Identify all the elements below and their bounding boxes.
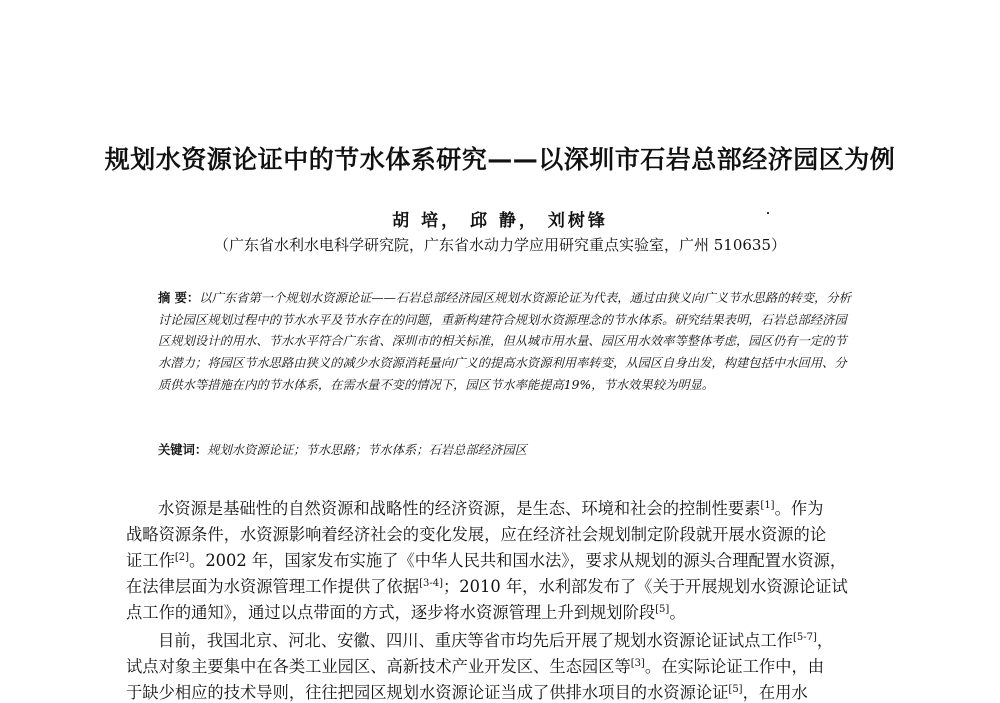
citation-ref: [5] xyxy=(655,604,670,615)
body-line-3 xyxy=(126,547,896,571)
body-line-2 xyxy=(126,521,896,545)
citation-ref: [2] xyxy=(174,552,190,563)
keywords-label: 关键词： xyxy=(158,442,208,457)
body-text: 水资源是基础性的自然资源和战略性的经济资源，是生态、环境和社会的控制性要素 xyxy=(158,499,761,518)
body-line-8 xyxy=(126,679,896,703)
paper-title: 规划水资源论证中的节水体系研究——以深圳市石岩总部经济园区为例 xyxy=(104,145,896,174)
body-text: 证工作 xyxy=(126,551,175,570)
body-line-4 xyxy=(126,573,896,597)
keywords xyxy=(158,440,858,458)
citation-ref: [3] xyxy=(630,658,645,669)
abstract-text: 以广东省第一个规划水资源论证——石岩总部经济园区规划水资源论证为代表，通过由狭义向广义节水思路的转变，分析讨论园区规划过程中的节水水平及节水存在的问题，重新构建符合规划水资源理念的节水体系。研究结果表明，石岩总部经济园区规划设计的用水、节水水平符合广东省、深圳市的相关标准，但从城市用水量、园区用水效率等整体考虑，园区仍有一定的节水潜力；将园区节水思路由狭义的减少水资源消耗量向广义的提高水资源利用率转变，从园区自身出发，构建包括中水回用、分质供水等措施在内的节水体系，在需水量不变的情况下，园区节水率能提高19%，节水效果较为明显。 xyxy=(158,291,851,392)
citation-ref: [5-7] xyxy=(792,632,817,643)
body-text: 试点对象主要集中在各类工业园区、高新技术产业开发区、生态园区等 xyxy=(126,657,631,676)
body-text: 。2002 年，国家发布实施了《中华人民共和国水法》，要求从规划的源头合理配置水资源， xyxy=(189,551,847,570)
speck-mark xyxy=(767,212,769,214)
body-line-1 xyxy=(158,495,898,519)
citation-ref: [1] xyxy=(760,500,775,511)
body-text: 。作为 xyxy=(774,499,824,518)
body-line-6 xyxy=(158,627,898,651)
keywords-text: 规划水资源论证；节水思路；节水体系；石岩总部经济园区 xyxy=(207,443,527,457)
citation-ref: [5] xyxy=(728,684,743,695)
body-text: 在法律层面为水资源管理工作提供了依据 xyxy=(126,577,420,596)
body-line-5 xyxy=(126,599,896,623)
abstract xyxy=(158,287,858,397)
citation-ref: [3-4] xyxy=(419,578,443,589)
body-text: ，在用水 xyxy=(742,683,808,702)
body-text: 。在实际论证工作中，由 xyxy=(644,657,825,676)
body-text: ， xyxy=(816,631,834,650)
body-text: 于缺少相应的技术导则，往往把园区规划水资源论证当成了供排水项目的水资源论证 xyxy=(126,683,729,702)
body-text: 点工作的通知》，通过以点带面的方式，逐步将水资源管理上升到规划阶段 xyxy=(126,603,656,622)
abstract-label: 摘 要： xyxy=(158,290,200,305)
body-text: ；2010 年，水利部发布了《关于开展规划水资源论证试 xyxy=(442,577,848,596)
body-text: 战略资源条件，水资源影响着经济社会的变化发展，应在经济社会规划制定阶段就开展水资源的论 xyxy=(126,525,827,544)
body-text: 。 xyxy=(669,603,686,622)
author-list: 胡 培， 邱 静， 刘树锋 xyxy=(392,211,608,231)
affiliation: （广东省水利水电科学研究院，广东省水动力学应用研究重点实验室，广州 510635） xyxy=(213,236,787,254)
body-line-7 xyxy=(126,653,896,677)
body-text: 目前，我国北京、河北、安徽、四川、重庆等省市均先后开展了规划水资源论证试点工作 xyxy=(158,631,793,650)
